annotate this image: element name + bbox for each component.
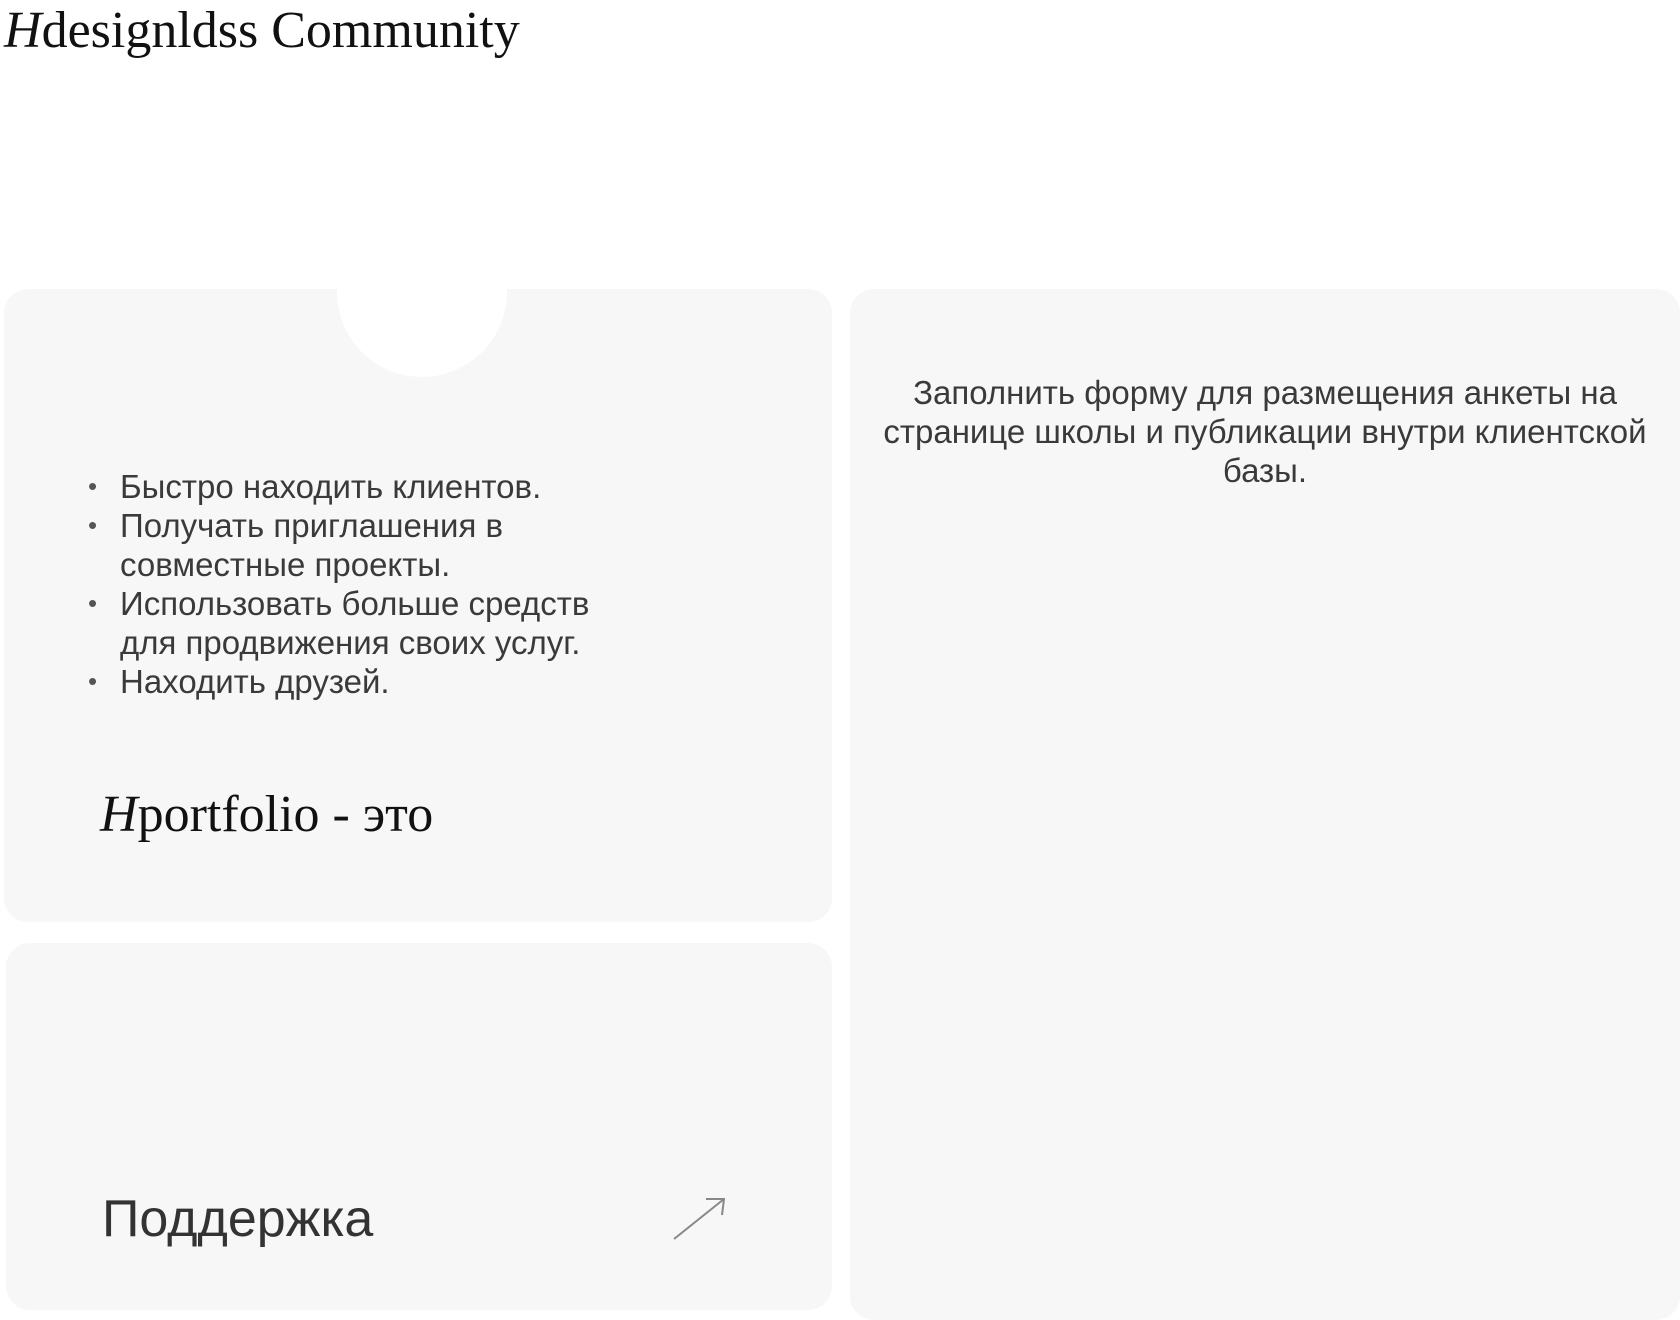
page-title-text: designldss Community [41, 2, 520, 59]
page-title [4, 0, 520, 62]
portfolio-card [4, 289, 832, 922]
portfolio-heading-text: portfolio - это [137, 786, 434, 843]
arrow-up-right-icon [668, 1193, 732, 1245]
benefits-list [88, 467, 648, 701]
portfolio-heading [100, 785, 433, 845]
portfolio-heading-mark: H [100, 786, 138, 843]
brand-mark: H [4, 2, 42, 59]
application-form-card[interactable] [850, 289, 1680, 1320]
benefit-item: • Получать приглашения в совместные проекты. [88, 506, 648, 584]
benefit-item: • Быстро находить клиентов. [88, 467, 648, 506]
support-label: Поддержка [102, 1190, 374, 1248]
form-description: Заполнить форму для размещения анкеты на странице школы и публикации внутри клиентской базы. [883, 374, 1647, 489]
card-notch [337, 289, 507, 377]
benefit-item: • Использовать больше средств для продвижения своих услуг. [88, 584, 648, 662]
benefit-item: • Находить друзей. [88, 662, 648, 701]
support-link-card[interactable] [6, 943, 832, 1310]
